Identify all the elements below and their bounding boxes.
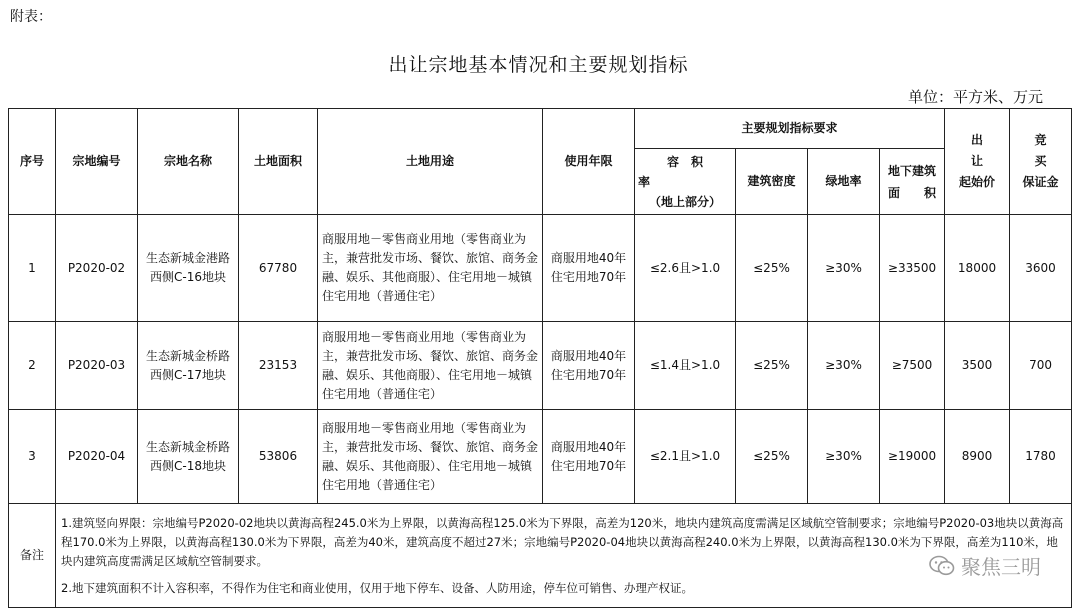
notes-row [9,504,1072,608]
cell-area: 53806 [239,410,318,504]
header-deposit-l1: 竞 [1034,133,1047,147]
cell-area: 67780 [239,215,318,322]
header-start-price-l3: 起始价 [959,175,996,189]
cell-use: 商服用地－零售商业用地（零售商业为主，兼营批发市场、餐饮、旅馆、商务金融、娱乐、其他商服）、住宅用地－城镇住宅用地（普通住宅） [318,322,543,410]
cell-deposit: 3600 [1010,215,1072,322]
cell-parcel-name: 生态新城金桥路西侧C-18地块 [138,410,239,504]
header-far-l1: 容 积 [666,154,703,169]
cell-far: ≤1.4且>1.0 [635,322,736,410]
notes-content [56,504,1072,608]
cell-underground: ≥33500 [880,215,945,322]
table-row [9,215,1072,322]
cell-seq: 2 [9,322,56,410]
cell-density: ≤25% [736,322,808,410]
cell-term: 商服用地40年住宅用地70年 [543,410,635,504]
parcel-table [8,108,1072,608]
cell-parcel-no: P2020-03 [56,322,138,410]
header-start-price-l1: 出 [971,133,984,147]
cell-use: 商服用地－零售商业用地（零售商业为主，兼营批发市场、餐饮、旅馆、商务金融、娱乐、其他商服）、住宅用地－城镇住宅用地（普通住宅） [318,215,543,322]
table-row [9,322,1072,410]
header-main-indicators: 主要规划指标要求 [635,109,945,149]
cell-deposit: 700 [1010,322,1072,410]
cell-seq: 1 [9,215,56,322]
unit-label: 单位：平方米、万元 [907,88,1043,106]
note-1: 1.建筑竖向界限：宗地编号P2020-02地块以黄海高程245.0米为上界限，以黄海高程125.0米为下界限，高差为120米，地块内建筑高度需满足区域航空管制要求；宗地编号P2020-03地块以黄海高程170.0米为上界限，以黄海高程130.0米为下界限，高差为40米，建筑高度不超过27米；宗地编号P2020-04地块以黄海高程240.0米为上界限，以黄海高程130.0米为下界限，高差为110米，地块内建筑高度需满足区域航空管制要求。 [61,515,1064,568]
header-deposit-l2: 买 [1034,154,1047,168]
header-use: 土地用途 [318,109,543,215]
header-underground-l1: 地下建筑 [888,163,937,178]
cell-green: ≥30% [808,322,880,410]
cell-term: 商服用地40年住宅用地70年 [543,322,635,410]
cell-density: ≤25% [736,215,808,322]
header-area: 土地面积 [239,109,318,215]
header-parcel-name: 宗地名称 [138,109,239,215]
header-underground-l2: 面 积 [888,185,937,200]
header-deposit [1010,109,1072,215]
cell-parcel-name: 生态新城金桥路西侧C-17地块 [138,322,239,410]
header-density: 建筑密度 [736,149,808,215]
header-term: 使用年限 [543,109,635,215]
cell-parcel-no: P2020-04 [56,410,138,504]
table-row [9,410,1072,504]
cell-underground: ≥19000 [880,410,945,504]
header-far-l3: （地上部分） [648,194,721,209]
header-seq: 序号 [9,109,56,215]
cell-green: ≥30% [808,215,880,322]
cell-seq: 3 [9,410,56,504]
cell-density: ≤25% [736,410,808,504]
cell-far: ≤2.6且>1.0 [635,215,736,322]
header-parcel-no: 宗地编号 [56,109,138,215]
wechat-icon [929,555,955,577]
cell-use: 商服用地－零售商业用地（零售商业为主，兼营批发市场、餐饮、旅馆、商务金融、娱乐、其他商服）、住宅用地－城镇住宅用地（普通住宅） [318,410,543,504]
cell-parcel-name: 生态新城金港路西侧C-16地块 [138,215,239,322]
cell-underground: ≥7500 [880,322,945,410]
cell-start-price: 18000 [945,215,1010,322]
cell-area: 23153 [239,322,318,410]
attachment-label: 附表： [10,9,52,25]
header-underground [880,149,945,215]
header-start-price-l2: 让 [971,154,984,168]
header-deposit-l3: 保证金 [1022,175,1059,189]
document-title: 出让宗地基本情况和主要规划指标 [388,54,689,76]
cell-deposit: 1780 [1010,410,1072,504]
header-start-price [945,109,1010,215]
header-green: 绿地率 [808,149,880,215]
cell-parcel-no: P2020-02 [56,215,138,322]
note-2: 2.地下建筑面积不计入容积率，不得作为住宅和商业使用，仅用于地下停车、设备、人防用途，停车位可销售、办理产权证。 [61,580,693,595]
watermark [929,551,1041,580]
cell-start-price: 8900 [945,410,1010,504]
cell-far: ≤2.1且>1.0 [635,410,736,504]
header-far [635,149,736,215]
cell-term: 商服用地40年住宅用地70年 [543,215,635,322]
cell-green: ≥30% [808,410,880,504]
header-far-l2: 率 [638,174,651,189]
watermark-text: 聚焦三明 [961,555,1041,579]
cell-start-price: 3500 [945,322,1010,410]
header-row-1 [9,109,1072,149]
notes-label: 备注 [9,504,56,608]
